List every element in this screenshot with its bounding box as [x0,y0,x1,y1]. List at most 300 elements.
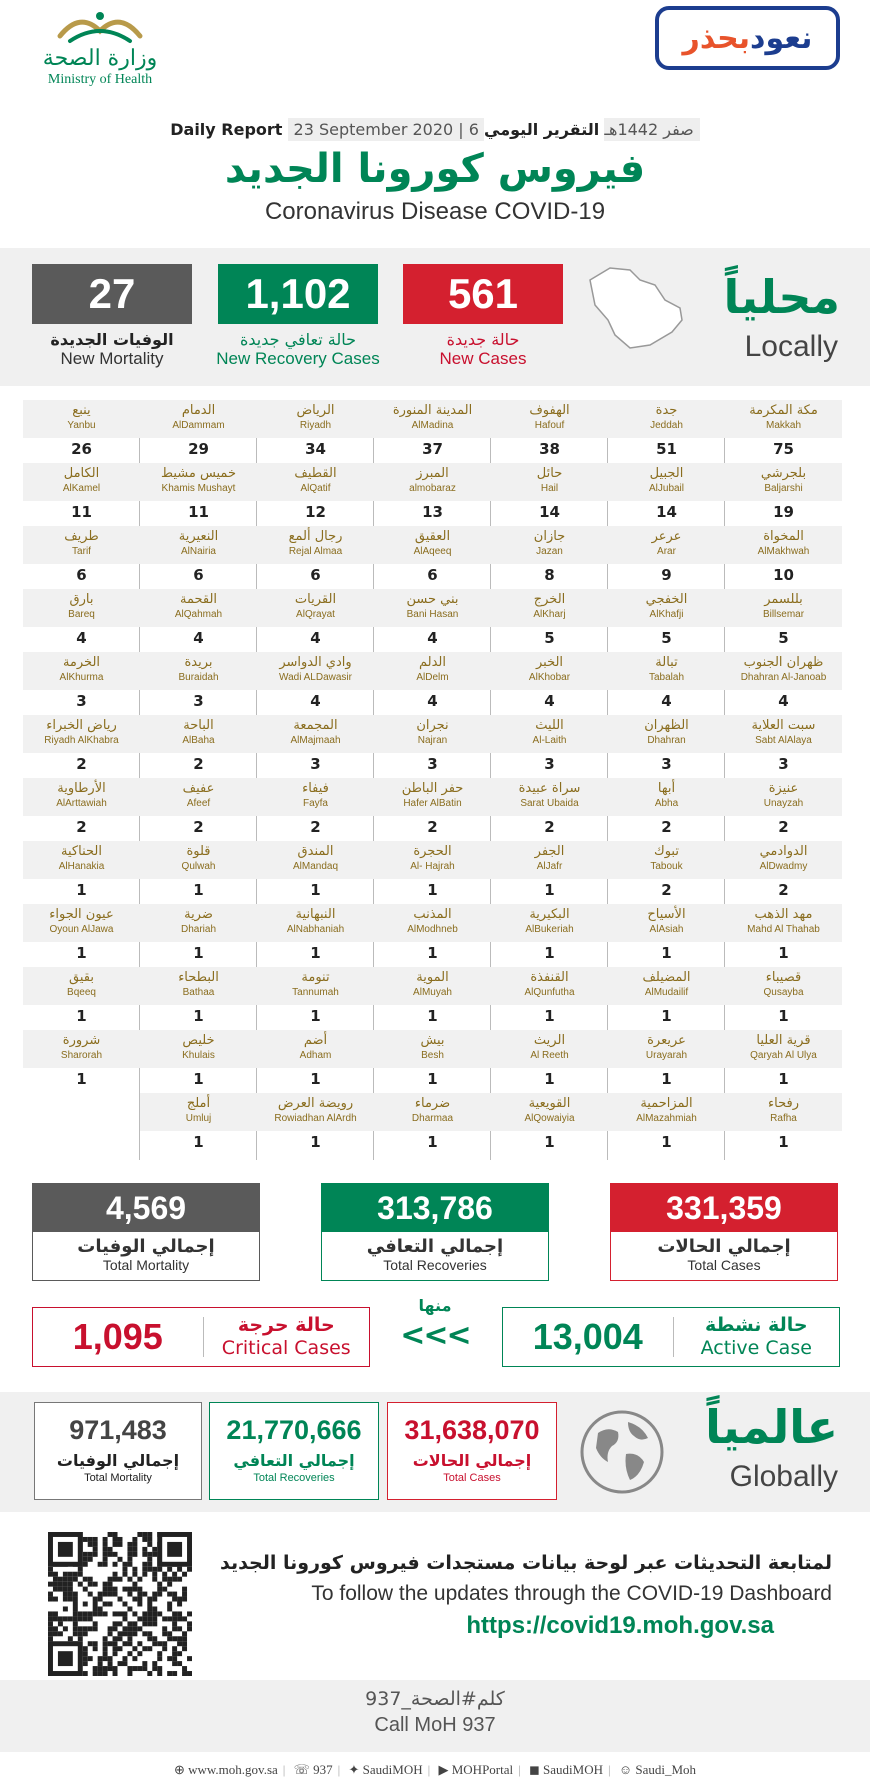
city-name-box [140,841,257,879]
city-case-count: 2 [661,881,672,899]
city-case-count: 34 [305,440,326,458]
city-name-box [725,841,842,879]
title-arabic: فيروس كورونا الجديد [224,146,646,192]
city-case-count: 1 [193,1070,204,1088]
city-case-count: 12 [305,503,326,521]
city-cell [374,652,491,712]
city-name-ar: قرية العليا [756,1033,811,1048]
city-name-en: AlJafr [536,861,563,872]
city-column [23,400,140,1160]
city-name-en: Rafha [770,1113,797,1124]
city-case-count: 4 [310,629,321,647]
city-name-en: Tabouk [650,861,683,872]
city-name-box [725,463,842,501]
city-column [725,400,842,1160]
city-cell [608,526,725,586]
new-recoveries-value: 1,102 [218,264,378,324]
city-name-box [608,778,725,816]
city-name-ar: تنومة [301,970,330,985]
city-case-count: 8 [544,566,555,584]
city-name-ar: بلجرشي [760,466,807,481]
city-name-box [23,589,140,627]
city-name-en: Jazan [536,546,563,557]
city-cell [725,463,842,523]
city-case-count: 29 [188,440,209,458]
footer-website[interactable]: www.moh.gov.sa [188,1762,278,1777]
city-case-count: 1 [778,1007,789,1025]
city-cell [491,904,608,964]
city-name-ar: البطحاء [178,970,219,985]
city-name-box [491,967,608,1005]
city-name-box [608,841,725,879]
city-name-en: AlKhafji [649,609,684,620]
city-name-en: Makkah [765,420,801,431]
logo-english: Ministry of Health [47,72,153,87]
city-name-box [608,400,725,438]
city-case-count: 2 [778,881,789,899]
critical-cases-label [204,1314,370,1360]
city-cell [257,778,374,838]
city-case-count: 1 [427,944,438,962]
city-case-count: 1 [661,1070,672,1088]
city-cell [257,841,374,901]
city-name-ar: بقيق [69,970,94,985]
city-name-ar: القنفذة [530,970,569,985]
city-case-count: 1 [76,944,87,962]
critical-cases-ar: حالة حرجة [237,1314,335,1336]
city-name-ar: الأرطاوية [57,781,106,796]
city-case-count: 5 [661,629,672,647]
city-name-en: Sabt AlAlaya [755,735,812,746]
city-name-box [374,526,491,564]
city-name-box [140,400,257,438]
city-cell [725,841,842,901]
city-cell [140,1093,257,1153]
city-cell [23,841,140,901]
city-cell [725,904,842,964]
city-cell [491,463,608,523]
city-name-ar: ظهران الجنوب [743,655,824,670]
new-recoveries-ar: حالة تعافي جديدة [240,330,356,349]
city-name-ar: الحجرة [413,844,452,859]
city-case-count: 1 [193,1133,204,1151]
call-ar: كلم#الصحة_937 [365,1688,505,1710]
locally-heading-en: Locally [744,330,838,363]
city-name-en: Sarat Ubaida [520,798,579,809]
active-cases-ar: حالة نشطة [704,1314,808,1336]
city-name-en: Al- Hajrah [410,861,455,872]
new-recoveries-en: New Recovery Cases [216,349,380,368]
city-name-box [374,778,491,816]
city-cell [725,400,842,460]
city-cell [140,967,257,1027]
city-name-ar: الليث [535,718,564,733]
city-case-count: 11 [71,503,92,521]
city-name-box [23,400,140,438]
active-cases-box [502,1307,840,1367]
city-name-box [23,778,140,816]
city-name-en: Baljarshi [764,483,803,494]
total-mortality-box [32,1183,260,1281]
global-recoveries-box [209,1402,379,1500]
footer-links: ⊕ www.moh.gov.sa | ☏ 937 | ✦ SaudiMOH | ▶ MOHPortal | ◼ SaudiMOH | ☺ Saudi_Moh [173,1762,697,1777]
city-cell [140,652,257,712]
city-column [257,400,374,1160]
city-name-ar: العقيق [414,529,451,544]
city-name-ar: وادي الدواسر [279,655,352,670]
city-case-count: 1 [427,1133,438,1151]
city-name-en: Qaryah Al Ulya [750,1050,817,1061]
city-name-ar: النبهانية [295,907,336,922]
city-case-count: 1 [310,881,321,899]
city-name-ar: جازان [533,529,566,544]
city-case-count: 1 [310,1133,321,1151]
city-name-ar: القريات [294,592,337,607]
global-mortality-ar: إجمالي الوفيات [56,1451,180,1470]
city-name-box [608,526,725,564]
city-case-count: 3 [76,692,87,710]
city-name-ar: أملج [186,1096,211,1111]
global-mortality-en: Total Mortality [84,1472,152,1484]
city-column [140,400,257,1160]
city-name-en: Hafer AlBatin [403,798,462,809]
footer-phone[interactable]: 937 [313,1762,333,1777]
city-name-ar: نجران [416,718,449,733]
new-mortality-label [22,330,202,368]
city-name-box [491,1030,608,1068]
city-name-ar: المندق [297,844,334,859]
city-name-box [140,967,257,1005]
city-cell [608,1093,725,1153]
city-cell [23,526,140,586]
city-name-box [725,652,842,690]
city-name-ar: القحمة [179,592,218,607]
city-case-count: 2 [661,818,672,836]
city-case-count: 1 [544,1133,555,1151]
city-name-ar: الباحة [183,718,214,733]
city-name-en: AlNabhaniah [286,924,345,935]
city-name-box [23,967,140,1005]
city-case-count: 1 [76,1070,87,1088]
city-name-box [491,841,608,879]
city-name-en: Qulwah [181,861,216,872]
report-label-en: Daily Report [170,120,283,139]
city-name-box [725,904,842,942]
footer-youtube[interactable]: MOHPortal [451,1762,514,1777]
city-name-box [608,967,725,1005]
city-name-box [257,778,374,816]
city-cell [725,967,842,1027]
city-case-count: 1 [544,1007,555,1025]
city-case-count: 1 [427,1007,438,1025]
footer-snapchat[interactable]: Saudi_Moh [635,1762,697,1777]
city-name-ar: مهد الذهب [754,907,813,922]
city-name-en: Wadi ALDawasir [279,672,352,683]
city-name-ar: خميس مشيط [160,466,236,481]
city-case-count: 1 [778,1133,789,1151]
city-name-en: Jeddah [650,420,683,431]
city-cell [257,715,374,775]
city-case-count: 2 [427,818,438,836]
city-cell [608,841,725,901]
city-name-ar: الخفجي [645,592,688,607]
critical-cases-value: 1,095 [72,1316,163,1357]
city-name-box [725,715,842,753]
city-name-en: Najran [417,735,448,746]
city-name-ar: أبها [657,781,676,796]
city-name-box [725,1030,842,1068]
global-mortality-box [34,1402,202,1500]
total-mortality-en: Total Mortality [102,1257,190,1273]
report-label-ar: التقرير اليومي [484,120,600,139]
city-case-count: 14 [539,503,560,521]
city-case-count: 2 [778,818,789,836]
total-mortality-ar: إجمالي الوفيات [77,1236,215,1257]
city-name-box [491,715,608,753]
city-name-box [140,652,257,690]
dashboard-link[interactable]: https://covid19.moh.gov.sa [466,1612,774,1639]
city-name-ar: الجفر [534,844,565,859]
city-name-en: AlQunfutha [524,987,575,998]
city-name-en: AlQrayat [296,609,335,620]
city-name-en: almobaraz [409,483,456,494]
city-case-count: 51 [656,440,677,458]
city-case-count: 3 [310,755,321,773]
city-cell [374,463,491,523]
city-name-en: Dhahran Al-Janoab [740,672,827,683]
city-name-box [257,967,374,1005]
city-name-ar: الحناكية [61,844,102,859]
city-name-box [725,778,842,816]
city-name-ar: فيفاء [302,781,329,796]
city-name-ar: مكة المكرمة [749,403,818,418]
city-case-count: 3 [544,755,555,773]
city-case-count: 4 [310,692,321,710]
footer-facebook[interactable]: SaudiMOH [543,1762,603,1777]
city-name-box [140,778,257,816]
city-case-count: 4 [193,629,204,647]
city-name-box [608,715,725,753]
city-name-en: AlBaha [182,735,215,746]
city-name-ar: سبت العلاية [751,718,816,733]
city-name-ar: بارق [69,592,94,607]
city-name-box [608,589,725,627]
city-name-ar: الموية [416,970,449,985]
city-name-en: Bani Hasan [406,609,459,620]
city-case-count: 5 [544,629,555,647]
footer-twitter[interactable]: SaudiMOH [362,1762,423,1777]
total-recoveries-en: Total Recoveries [383,1257,487,1273]
total-recoveries-box [321,1183,549,1281]
city-name-en: AlHanakia [58,861,105,872]
active-cases-label [674,1314,840,1360]
critical-cases-box [32,1307,370,1367]
city-name-ar: الجبيل [649,466,684,481]
city-cell [257,526,374,586]
city-name-en: Unayzah [763,798,804,809]
city-name-en: AlModhneb [407,924,458,935]
city-case-count: 1 [193,944,204,962]
city-cell [140,589,257,649]
city-case-count: 2 [76,755,87,773]
title-english: Coronavirus Disease COVID-19 [264,198,606,225]
twitter-icon: ✦ [348,1762,360,1777]
city-name-box [140,526,257,564]
city-name-box [725,526,842,564]
city-case-count: 2 [310,818,321,836]
facebook-icon: ◼ [528,1762,540,1777]
city-name-en: AlNairia [180,546,216,557]
new-cases-en: New Cases [439,349,527,368]
city-name-en: AlMandaq [292,861,339,872]
city-name-en: Urayarah [645,1050,688,1061]
city-name-ar: طريف [64,529,99,544]
city-cell [140,400,257,460]
city-case-count: 1 [76,881,87,899]
city-name-box [608,652,725,690]
city-case-count: 1 [544,1070,555,1088]
city-name-ar: الريث [533,1033,566,1048]
city-name-en: Besh [421,1050,444,1061]
city-case-count: 1 [544,944,555,962]
city-name-box [140,1093,257,1131]
total-cases-box [610,1183,838,1281]
city-name-box [374,1030,491,1068]
city-case-count: 6 [427,566,438,584]
globally-heading-ar: عالمياً [705,1400,838,1454]
city-case-count: 1 [661,1133,672,1151]
city-case-count: 3 [193,692,204,710]
city-name-box [374,841,491,879]
city-name-ar: المذنب [413,907,452,922]
city-case-count: 75 [773,440,794,458]
city-cell [608,904,725,964]
total-recoveries-ar: إجمالي التعافي [366,1236,504,1257]
city-name-en: AlMuyah [413,987,452,998]
city-case-count: 1 [310,1007,321,1025]
city-name-box [23,841,140,879]
locally-heading-ar: محلياً [723,270,840,324]
city-cell [257,652,374,712]
city-cell [725,1030,842,1090]
city-name-en: AlMakhwah [757,546,810,557]
city-cell [491,967,608,1027]
city-name-en: Rowiadhan AlArdh [274,1113,357,1124]
city-case-count: 2 [193,755,204,773]
city-case-count: 2 [76,818,87,836]
city-name-ar: المضيلف [642,970,691,985]
city-name-ar: الدلم [418,655,446,670]
city-cell [374,904,491,964]
city-cell [608,463,725,523]
city-case-count: 2 [544,818,555,836]
city-cell [140,1030,257,1090]
city-name-ar: المخواة [763,529,804,544]
city-name-ar: رياض الخبراء [46,718,117,733]
city-cell [374,967,491,1027]
city-cell [257,967,374,1027]
city-cell [608,652,725,712]
city-name-box [491,652,608,690]
moh-emblem-icon [50,6,150,46]
city-cell [725,526,842,586]
city-cell [491,1093,608,1153]
city-cell [257,1030,374,1090]
city-name-box [608,1093,725,1131]
city-name-en: AlArttawiah [56,798,107,809]
city-cell [491,778,608,838]
city-name-ar: بريدة [184,655,213,670]
city-cell [374,841,491,901]
city-cell [374,526,491,586]
city-cell [23,589,140,649]
city-cell [257,1093,374,1153]
city-name-ar: عرعر [651,529,682,544]
city-name-en: Adham [299,1050,332,1061]
city-name-en: AlKhurma [59,672,104,683]
city-name-box [140,589,257,627]
city-case-count: 37 [422,440,443,458]
city-name-ar: شرورة [62,1033,101,1048]
city-cell [374,400,491,460]
city-case-count: 19 [773,503,794,521]
cities-grid [22,400,842,1160]
city-name-en: Arar [657,546,676,557]
city-name-ar: خليص [182,1033,215,1048]
city-name-en: Hail [540,483,559,494]
city-case-count: 1 [427,1070,438,1088]
city-name-box [374,1093,491,1131]
city-name-en: Fayfa [302,798,328,809]
city-name-ar: عريعرة [647,1033,686,1048]
city-name-en: Yanbu [67,420,96,431]
city-name-en: Khulais [182,1050,215,1061]
city-name-en: Buraidah [178,672,219,683]
city-name-en: Bqeeq [67,987,96,998]
city-name-box [140,1030,257,1068]
city-case-count: 5 [778,629,789,647]
city-case-count: 1 [310,1070,321,1088]
city-name-box [257,1030,374,1068]
city-name-ar: بني حسن [406,592,459,607]
city-case-count: 13 [422,503,443,521]
city-case-count: 1 [661,944,672,962]
city-cell [23,652,140,712]
global-cases-en: Total Cases [443,1472,501,1484]
city-name-ar: أضم [303,1033,328,1048]
city-name-box [23,526,140,564]
city-name-ar: رويضة العرض [277,1096,354,1111]
city-cell [374,778,491,838]
city-name-en: AlBukeriah [525,924,574,935]
city-name-en: Oyoun AlJawa [49,924,114,935]
city-name-en: Mahd Al Thahab [747,924,820,935]
city-case-count: 1 [193,1007,204,1025]
city-name-ar: النعيرية [178,529,219,544]
city-cell [725,778,842,838]
city-name-en: Tarif [72,546,91,557]
city-cell [140,904,257,964]
city-name-en: Rejal Almaa [288,546,343,557]
new-mortality-en: New Mortality [60,349,164,368]
city-name-en: Sharorah [60,1050,103,1061]
city-name-en: Afeef [186,798,211,809]
city-name-ar: حفر الباطن [401,781,464,796]
city-cell [725,715,842,775]
new-recoveries-label [198,330,398,368]
city-name-en: Tabalah [648,672,685,683]
city-cell [257,463,374,523]
